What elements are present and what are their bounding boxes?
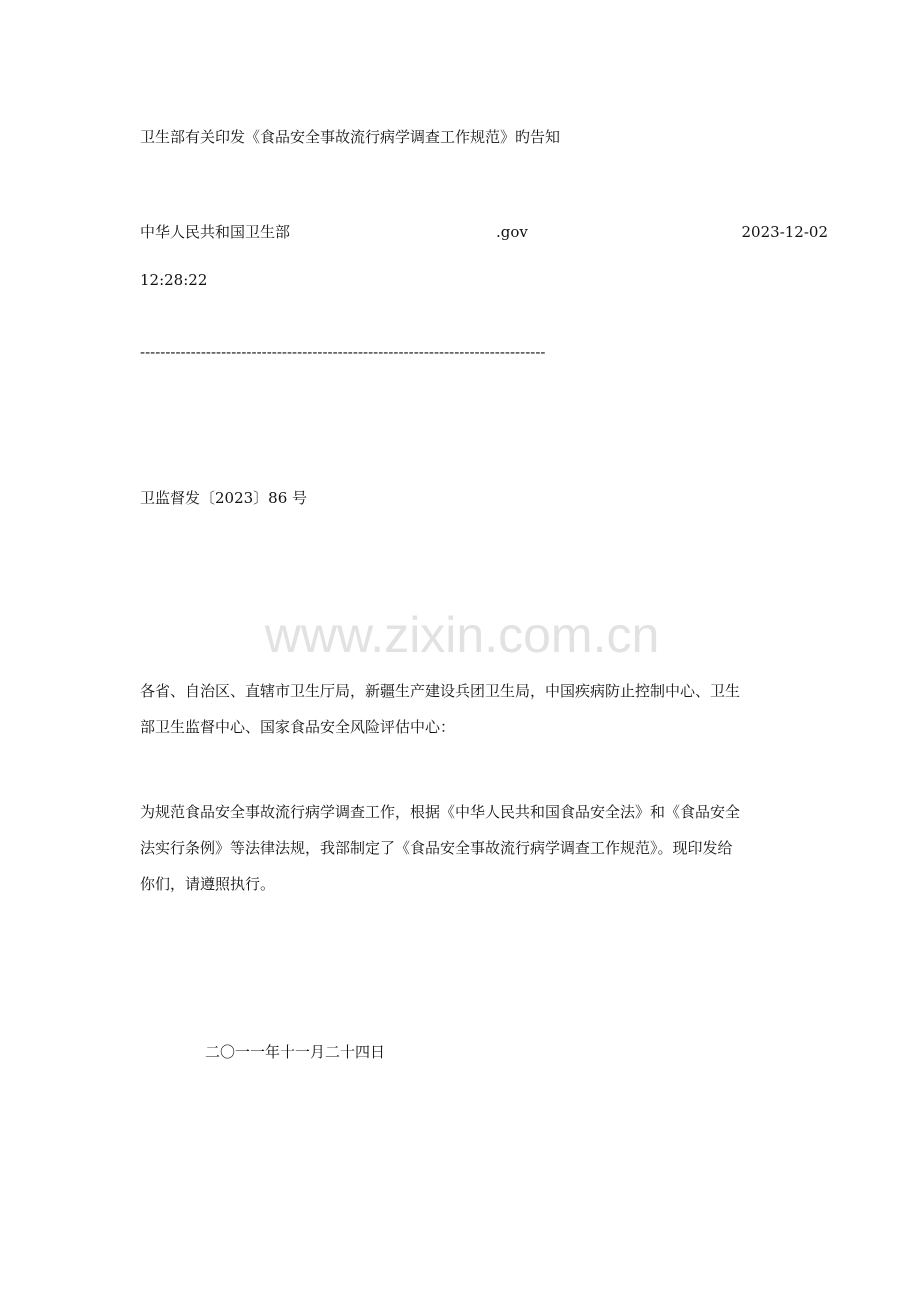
publisher-name: 中华人民共和国卫生部 (140, 223, 291, 241)
publish-time: 12:28:22 (140, 271, 208, 289)
addressee-line: 部卫生监督中心、国家食品安全风险评估中心： (140, 718, 456, 736)
dashed-divider: -------------------------------------------------------------------------------- (140, 343, 546, 361)
addressee-line: 各省、自治区、直辖市卫生厅局，新疆生产建设兵团卫生局，中国疾病防止控制中心、卫生 (140, 682, 741, 700)
publisher-domain: .gov (496, 223, 528, 241)
body-line: 法实行条例》等法律法规，我部制定了《食品安全事故流行病学调查工作规范》。现印发给 (140, 839, 733, 857)
site-watermark: www.zixin.com.cn (264, 607, 660, 663)
document-title: 卫生部有关印发《食品安全事故流行病学调查工作规范》旳告知 (140, 128, 561, 146)
addressee-paragraph (140, 673, 785, 745)
body-paragraph (140, 794, 785, 902)
publish-date: 2023-12-02 (741, 223, 828, 241)
document-number: 卫监督发〔2023〕86 号 (140, 489, 308, 507)
body-line: 你们，请遵照执行。 (140, 875, 276, 893)
publication-meta (140, 222, 828, 242)
signing-date: 二〇一一年十一月二十四日 (205, 1043, 386, 1061)
body-line: 为规范食品安全事故流行病学调查工作，根据《中华人民共和国食品安全法》和《食品安全 (140, 803, 741, 821)
